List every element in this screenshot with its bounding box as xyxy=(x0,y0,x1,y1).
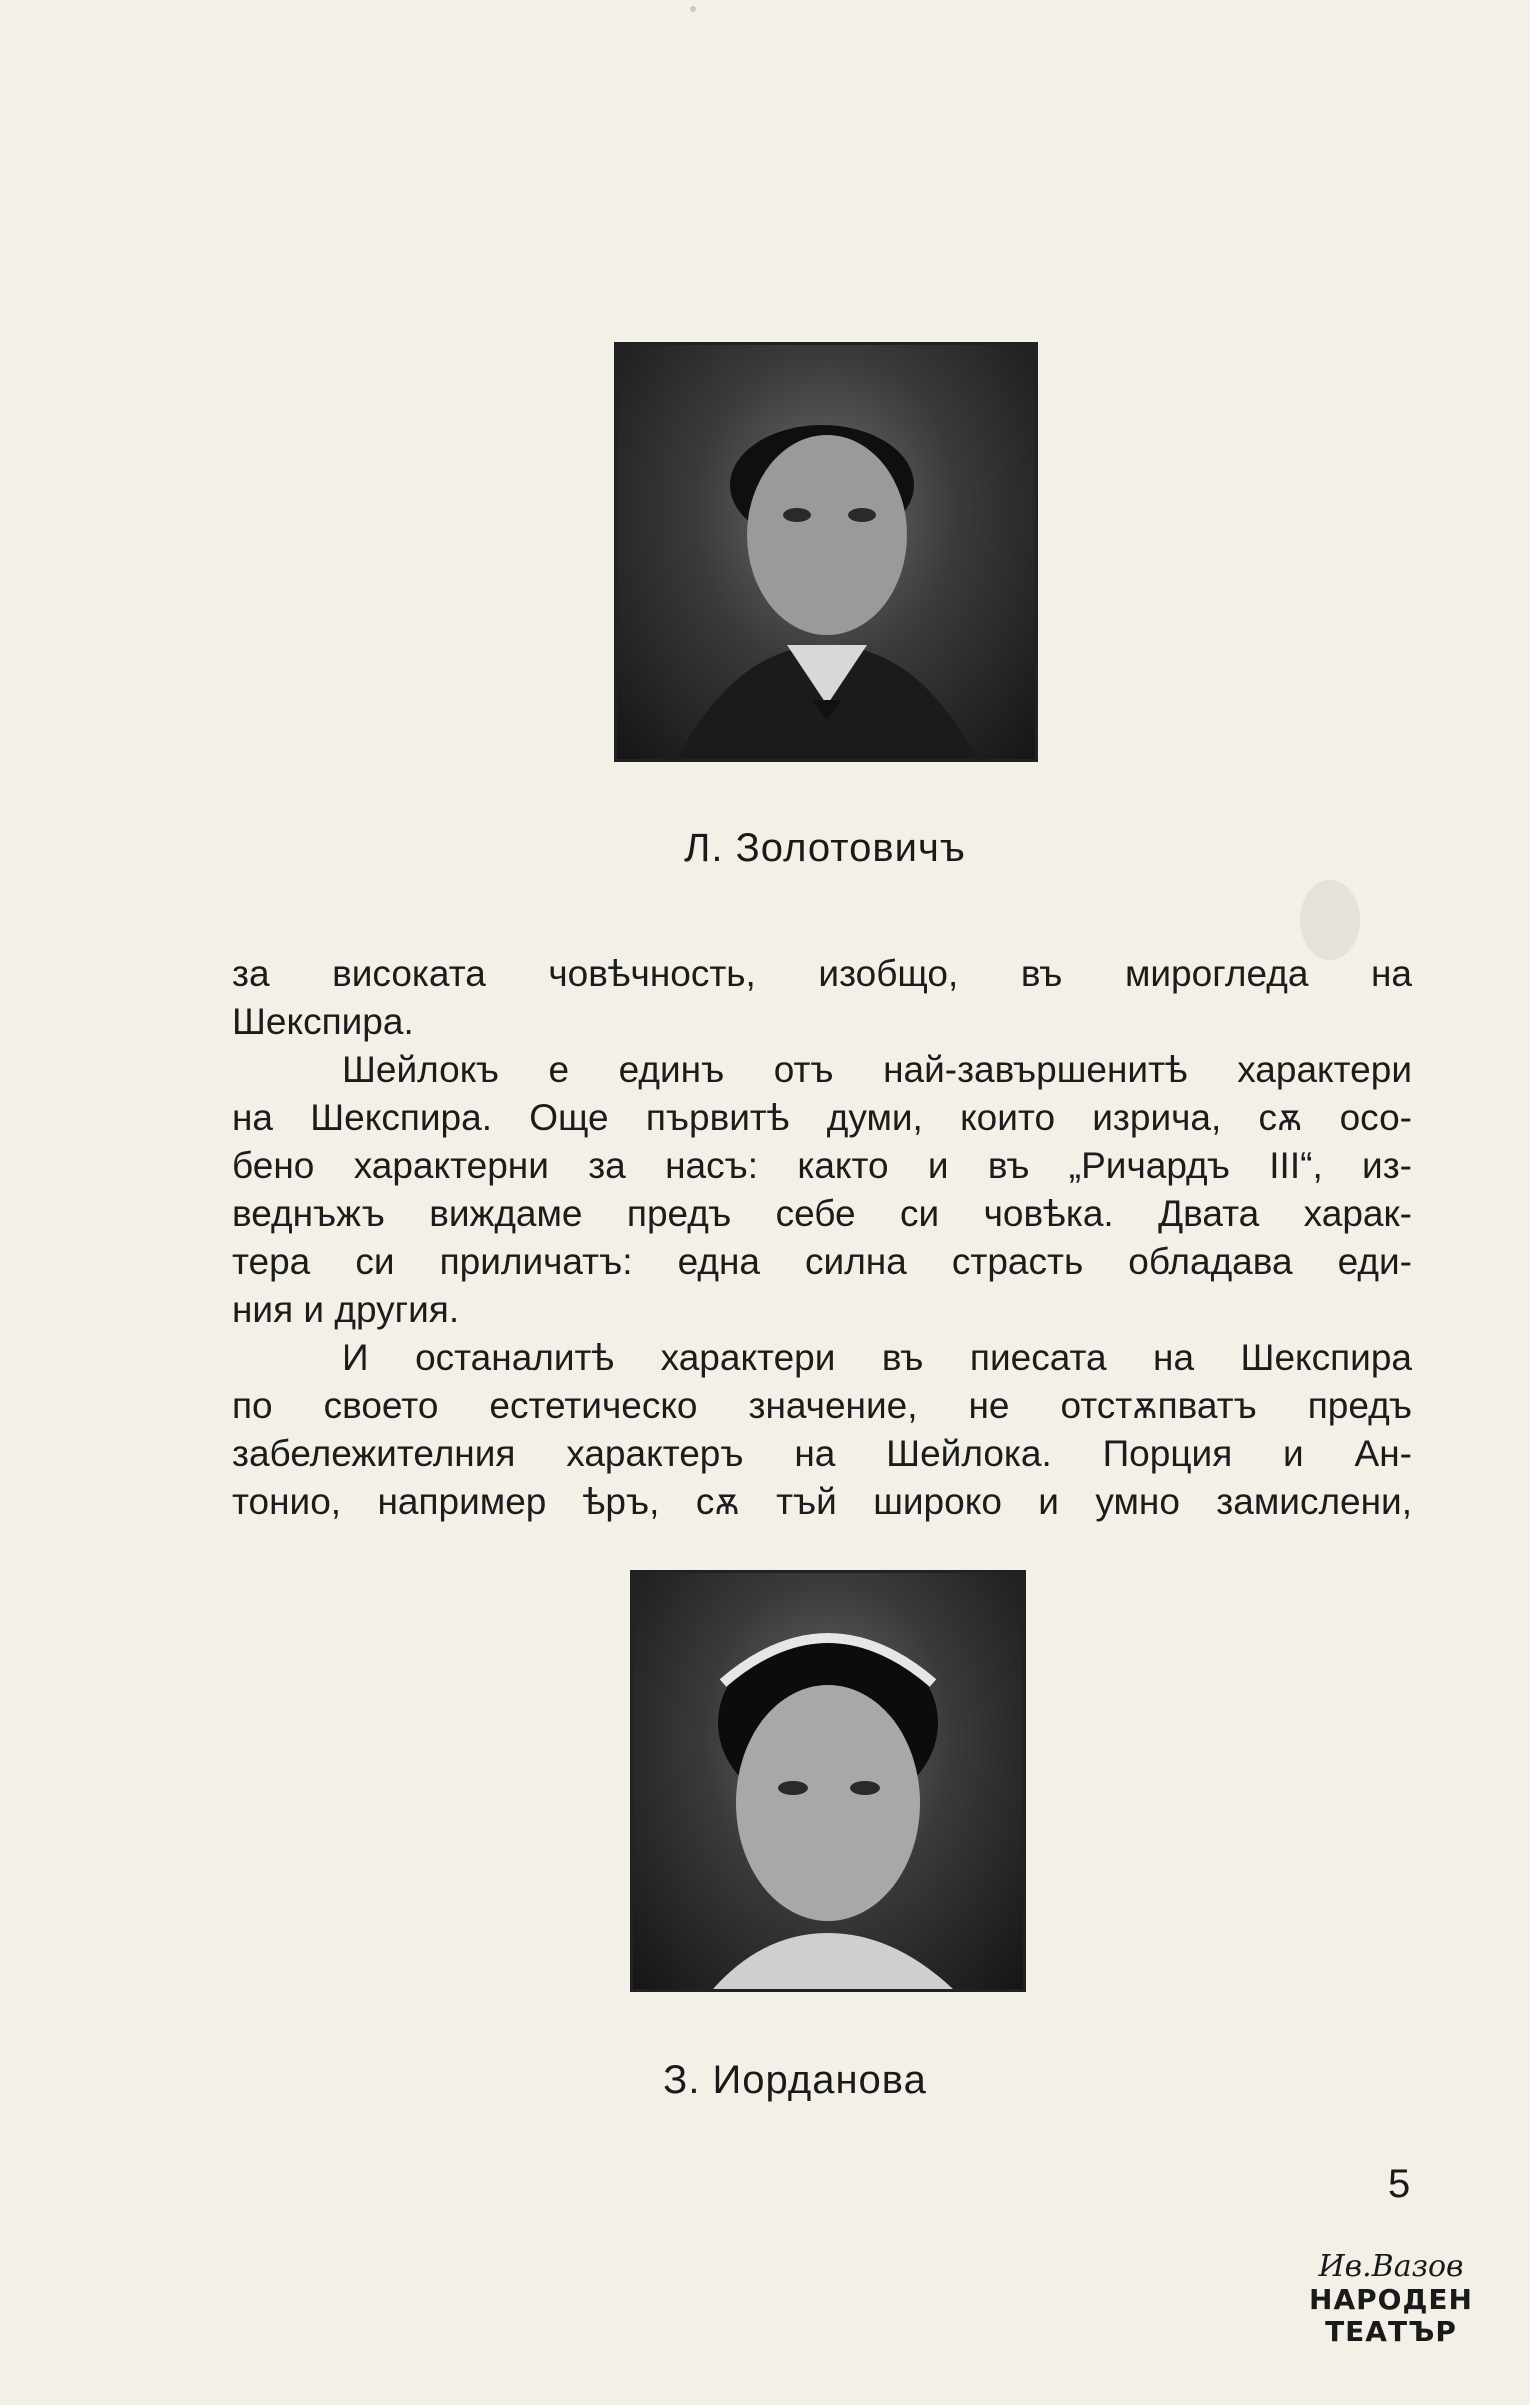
page-number: 5 xyxy=(1388,2162,1411,2206)
body-text xyxy=(232,950,1412,1526)
text-line: Шекспира. xyxy=(232,1001,414,1042)
stamp-line-2: ТЕАТЪР xyxy=(1325,2315,1457,2348)
stamp-line-1: НАРОДЕН xyxy=(1309,2283,1473,2316)
text-line: тера си приличатъ: една силна страсть обладава еди- xyxy=(232,1241,1412,1282)
text-line: по своето естетическо значение, не отстѫпватъ предъ xyxy=(232,1385,1412,1426)
text-line: бено характерни за насъ: както и въ „Ричардъ III“, из- xyxy=(232,1145,1412,1186)
text-line: веднъжъ виждаме предъ себе си човѣка. Двата харак- xyxy=(232,1193,1412,1234)
text-line: ния и другия. xyxy=(232,1289,460,1330)
text-line: Шейлокъ е единъ отъ най-завършенитѣ характери xyxy=(342,1049,1412,1090)
text-line: на Шекспира. Още първитѣ думи, които изрича, сѫ осо- xyxy=(232,1097,1412,1138)
text-line: И останалитѣ характери въ пиесата на Шекспира xyxy=(342,1337,1412,1378)
caption-zolotovich: Л. Золотовичъ xyxy=(684,826,966,870)
paper-speck xyxy=(690,6,696,12)
caption-iordanova: З. Иорданова xyxy=(663,2058,927,2102)
theatre-stamp xyxy=(1308,2250,1474,2360)
portrait-photo-zolotovich xyxy=(614,342,1038,762)
text-line: за високата човѣчность, изобщо, въ мирогледа на xyxy=(232,953,1412,994)
text-line: забележителния характеръ на Шейлока. Порция и Ан- xyxy=(232,1433,1412,1474)
portrait-figure-icon xyxy=(633,1573,1023,1989)
paper-speck xyxy=(1300,880,1360,960)
portrait-photo-iordanova xyxy=(630,1570,1026,1992)
stamp-signature: Ив.Вазов xyxy=(1318,2249,1464,2284)
portrait-figure-icon xyxy=(617,345,1035,759)
text-line: тонио, например ѣръ, сѫ тъй широко и умно замислени, xyxy=(232,1481,1412,1522)
